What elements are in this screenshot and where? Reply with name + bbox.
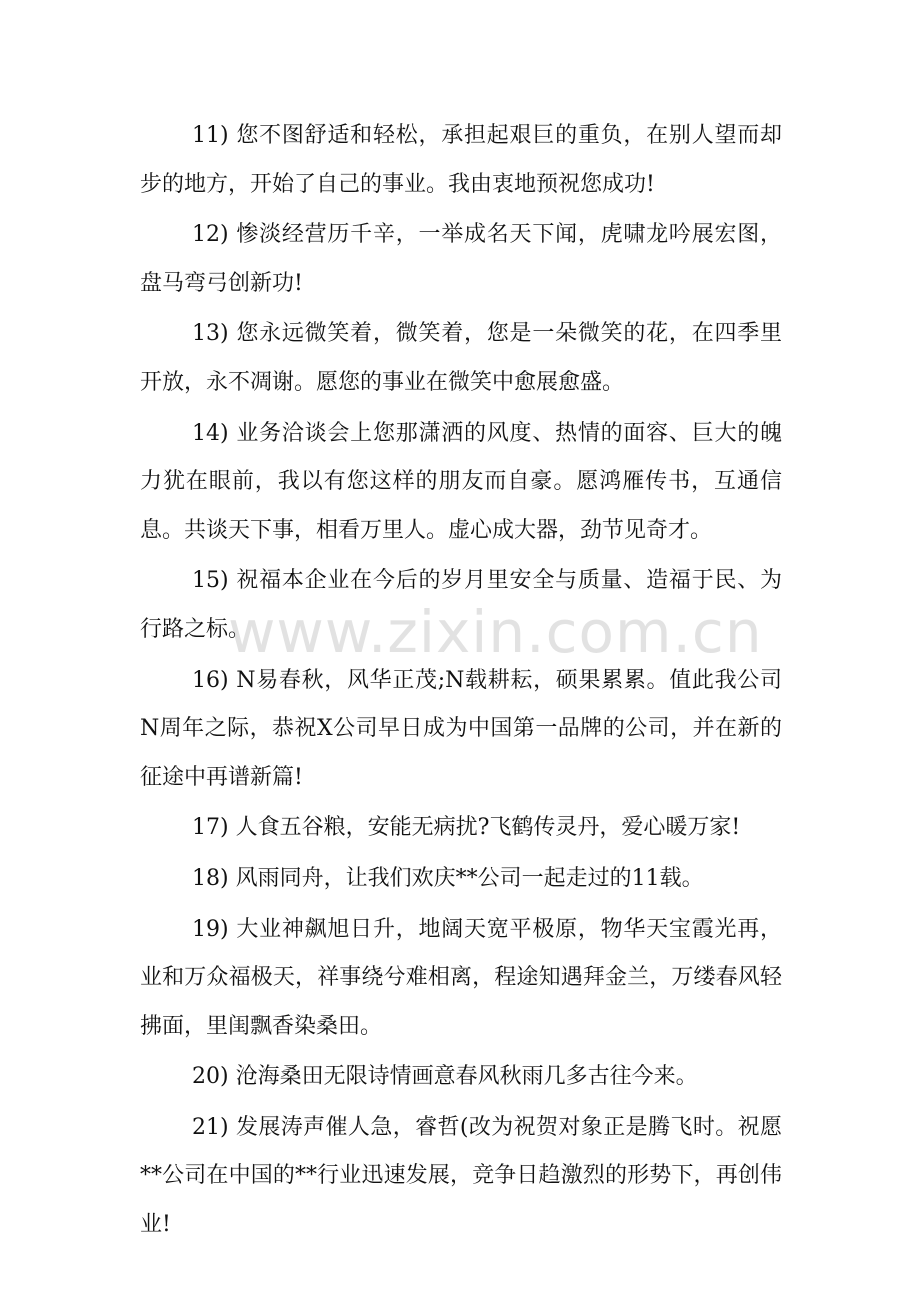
paragraph-14: 14) 业务洽谈会上您那潇洒的风度、热情的面容、巨大的魄力犹在眼前，我以有您这样的朋友而自豪。愿鸿雁传书，互通信息。共谈天下事，相看万里人。虚心成大器，劲节见奇才。	[140, 420, 782, 543]
watermark: www.zixin.com.cn	[228, 598, 763, 666]
paragraph-21: 21) 发展涛声催人急，睿哲(改为祝贺对象正是腾飞时。祝愿**公司在中国的**行业迅速发展，竞争日趋激烈的形势下，再创伟业!	[140, 1114, 782, 1238]
document-body	[140, 112, 782, 1252]
paragraph-20: 20) 沧海桑田无限诗情画意春风秋雨几多古往今来。	[192, 1064, 698, 1090]
paragraph-15: 15) 祝福本企业在今后的岁月里安全与质量、造福于民、为行路之标。	[140, 568, 782, 642]
paragraph-19: 19) 大业神飙旭日升，地阔天宽平极原，物华天宝霞光再，业和万众福极天，祥事绕兮难相离，程途知遇拜金兰，万缕春风轻拂面，里闺飘香染桑田。	[140, 916, 782, 1039]
paragraph-16: 16) N易春秋，风华正茂;N载耕耘，硕果累累。值此我公司N周年之际，恭祝X公司早日成为中国第一品牌的公司，并在新的征途中再谱新篇!	[140, 667, 782, 790]
paragraph-18: 18) 风雨同舟，让我们欢庆**公司一起走过的11载。	[192, 865, 704, 891]
paragraph-11: 11) 您不图舒适和轻松，承担起艰巨的重负，在别人望而却步的地方，开始了自己的事业。我由衷地预祝您成功!	[140, 123, 782, 197]
paragraph-13: 13) 您永远微笑着，微笑着，您是一朵微笑的花，在四季里开放，永不凋谢。愿您的事业在微笑中愈展愈盛。	[140, 321, 782, 395]
paragraph-17: 17) 人食五谷粮，安能无病扰?飞鹤传灵丹，爱心暖万家!	[192, 815, 741, 841]
paragraph-12: 12) 惨淡经营历千辛，一举成名天下闻，虎啸龙吟展宏图，盘马弯弓创新功!	[140, 222, 782, 296]
